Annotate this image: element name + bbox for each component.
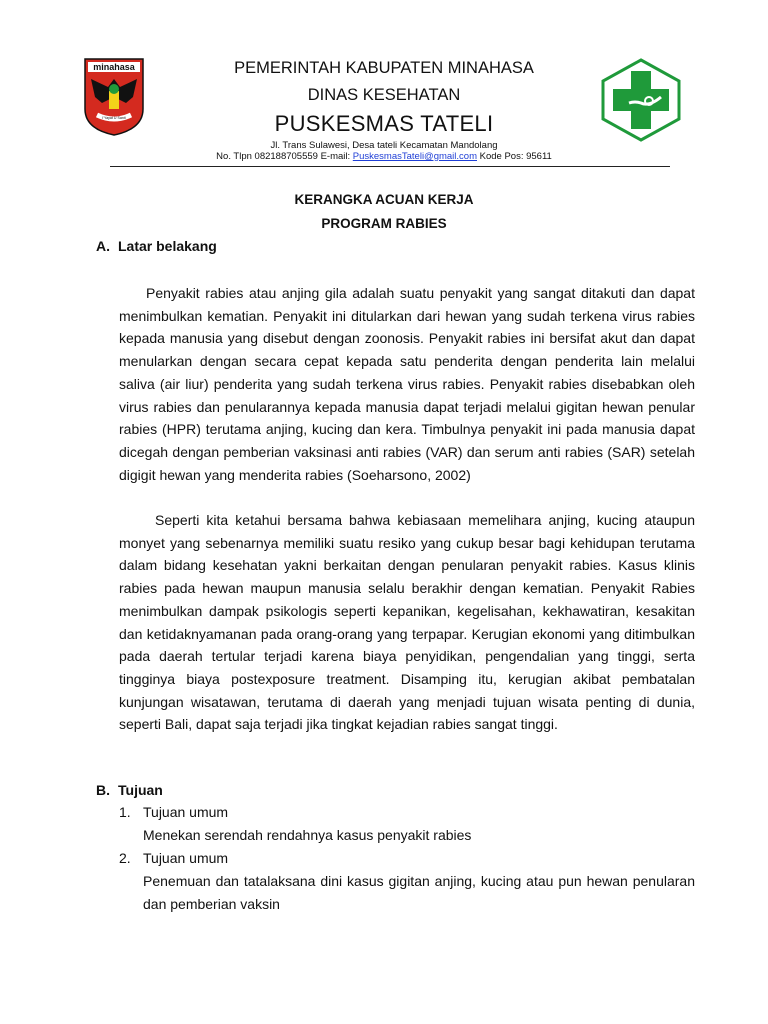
email-link[interactable]: PuskesmasTateli@gmail.com	[352, 151, 477, 162]
list-item-label: Tujuan umum	[143, 850, 229, 866]
section-a-letter: A.	[96, 238, 110, 254]
contact-prefix: No. Tlpn 082188705559 E-mail:	[216, 151, 353, 162]
background-paragraph-2: Seperti kita ketahui bersama bahwa kebiasaan memelihara anjing, kucing ataupun monyet yang sebenarnya memiliki suatu resiko yang cukup besar bagi kehidupan terutama dalam bidang kesehatan yakni berkaitan dengan penularan penyakit rabies. Kasus klinis rabies pada hewan maupun manusia selalu berakhir dengan kematian. Penyakit Rabies menimbulkan dampak psikologis seperti kepanikan, kegelisahan, kekhawatiran, kesakitan dan ketidaknyamanan pada orang-orang yang terpapar. Kerugian ekonomi yang ditimbulkan pada daerah tertular terjadi karena biaya penyidikan, pengendalian yang tinggi, serta tingginya biaya postexposure treatment. Disamping itu, kerugian akibat pembatalan kunjungan wisatawan, terutama di daerah yang menjadi tujuan wisata penting di dunia, seperti Bali, dapat saja terjadi jika tingkat kejadian rabies sangat tinggi.	[119, 512, 695, 733]
svg-text:I'Yayat U Santi: I'Yayat U Santi	[102, 116, 126, 120]
svg-text:minahasa: minahasa	[93, 62, 135, 72]
contact-suffix: Kode Pos: 95611	[477, 151, 552, 162]
section-a-title: Latar belakang	[118, 238, 217, 254]
header-divider	[110, 166, 670, 167]
list-item	[119, 847, 228, 870]
section-b-title: Tujuan	[118, 782, 163, 798]
list-item-number: 2.	[119, 850, 131, 866]
list-item-label: Tujuan umum	[143, 804, 229, 820]
list-item-description: Penemuan dan tatalaksana dini kasus gigitan anjing, kucing atau pun hewan penularan dan pemberian vaksin	[143, 873, 695, 912]
header-contact	[150, 151, 618, 162]
list-item-number: 1.	[119, 804, 131, 820]
section-a-heading	[96, 238, 217, 254]
section-b-letter: B.	[96, 782, 110, 798]
list-item	[119, 801, 228, 824]
document-subtitle: PROGRAM RABIES	[321, 216, 447, 231]
minahasa-logo	[83, 57, 145, 137]
header-agency: DINAS KESEHATAN	[307, 86, 461, 104]
section-b-heading	[96, 782, 163, 798]
header-clinic-name: PUSKESMAS TATELI	[274, 111, 494, 136]
list-item-description: Menekan serendah rendahnya kasus penyakit rabies	[143, 827, 472, 843]
header-government: PEMERINTAH KABUPATEN MINAHASA	[234, 59, 534, 77]
header-address: Jl. Trans Sulawesi, Desa tateli Kecamatan Mandolang	[270, 140, 498, 151]
background-paragraph-1: Penyakit rabies atau anjing gila adalah suatu penyakit yang sangat ditakuti dan dapat menimbulkan kematian. Penyakit ini ditularkan dari hewan yang sudah terkena virus rabies kepada manusia yang disebut dengan zoonosis. Penyakit rabies ini bersifat akut dan dapat menularkan dengan secara cepat kepada satu penderita dengan penderita lain melalui saliva (air liur) penderita yang sudah terkena virus rabies. Penyakit rabies disebabkan oleh virus rabies dan penularannya kepada manusia dapat terjadi melalui gigitan hewan penular rabies (HPR) terutama anjing, kucing dan kera. Timbulnya penyakit ini pada manusia dapat dicegah dengan pemberian vaksinasi anti rabies (VAR) dan serum anti rabies (SAR) setelah digigit hewan yang menderita rabies (Soeharsono, 2002)	[119, 285, 695, 483]
document-title: KERANGKA ACUAN KERJA	[294, 192, 474, 207]
